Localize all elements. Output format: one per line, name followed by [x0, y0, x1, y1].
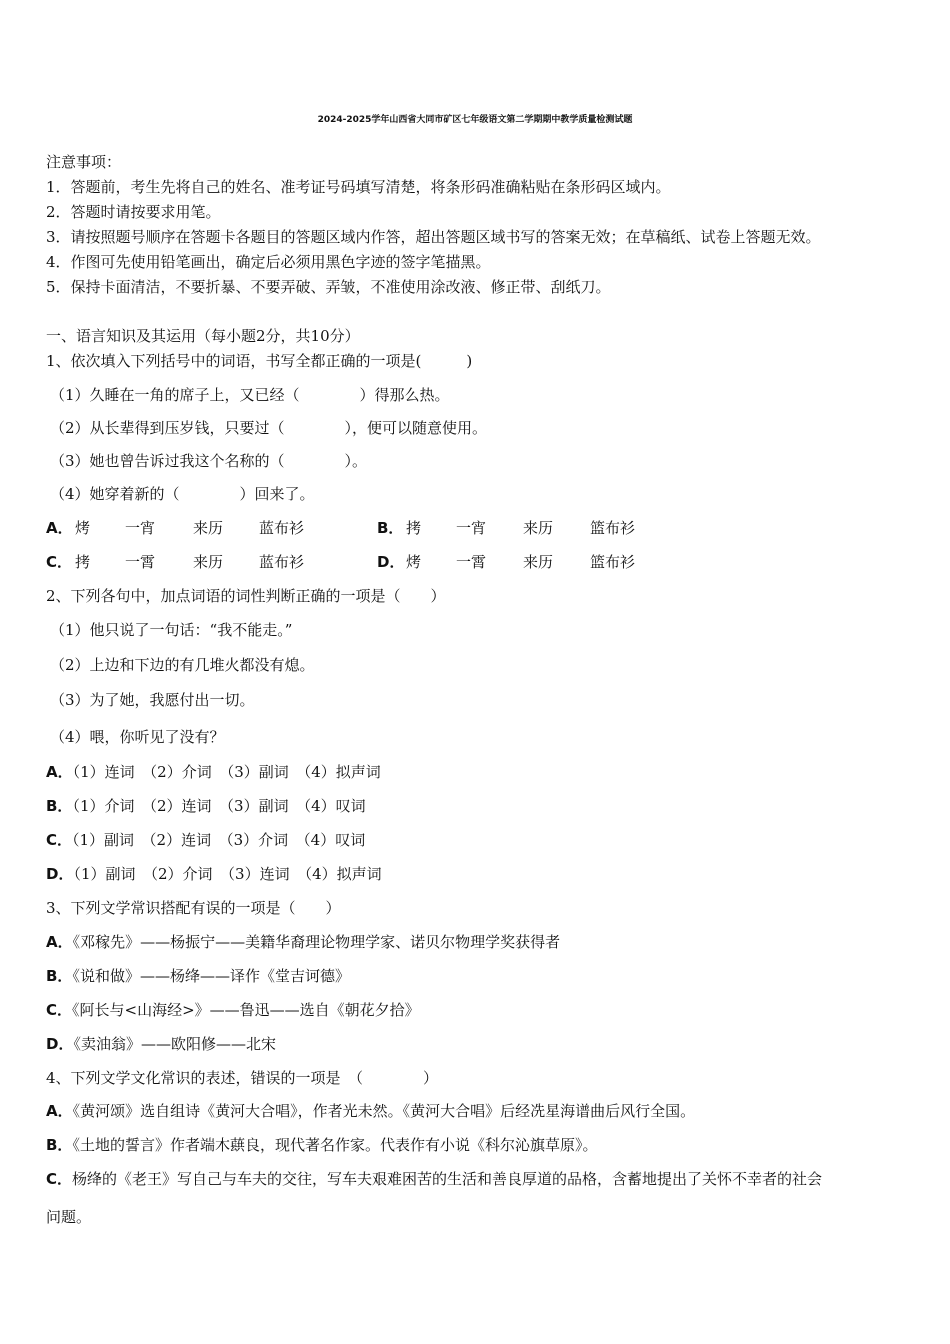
option-c[interactable]: [46, 552, 72, 572]
option-word: 烤: [406, 553, 422, 571]
option-label: B．: [46, 797, 73, 815]
question-line: （4）她穿着新的（ ）回来了。: [50, 485, 315, 503]
option-text: （1）介词 （2）连词 （3）副词 （4）叹词: [72, 797, 366, 815]
option-a[interactable]: [46, 518, 73, 538]
option-b[interactable]: [46, 966, 350, 986]
option-d[interactable]: [377, 552, 404, 572]
option-text: 《阿长与<山海经>》——鲁迅——选自《朝花夕拾》: [72, 1001, 420, 1019]
option-c[interactable]: [46, 830, 365, 850]
question-stem: 1、依次填入下列括号中的词语，书写全都正确的一项是( ): [46, 352, 473, 370]
option-label: D．: [46, 865, 74, 883]
option-word: 一宵: [125, 519, 156, 537]
option-text: 《邓稼先》——杨振宁——美籍华裔理论物理学家、诺贝尔物理学奖获得者: [72, 933, 561, 951]
option-label: D．: [377, 553, 405, 571]
option-d[interactable]: [46, 864, 382, 884]
option-label: A．: [46, 1102, 73, 1120]
notice-item: 2．答题时请按要求用笔。: [46, 203, 221, 221]
question-line: （1）久睡在一角的席子上，又已经（ ）得那么热。: [50, 386, 450, 404]
option-label: D．: [46, 1035, 74, 1053]
question-stem: 2、下列各句中，加点词语的词性判断正确的一项是（ ）: [46, 587, 446, 605]
question-line: （3）为了她，我愿付出一切。: [50, 691, 255, 709]
question-stem: 3、下列文学常识搭配有误的一项是（ ）: [46, 899, 341, 917]
section-heading: 一、语言知识及其运用（每小题2分，共10分）: [46, 327, 360, 345]
option-word: 烤: [75, 519, 91, 537]
notice-item: 5．保持卡面清洁，不要折暴、不要弄破、弄皱，不准使用涂改液、修正带、刮纸刀。: [46, 278, 611, 296]
option-text: 《卖油翁》——欧阳修——北宋: [73, 1035, 276, 1053]
option-label: A．: [46, 933, 73, 951]
notice-item: 3．请按照题号顺序在答题卡各题目的答题区域内作答，超出答题区域书写的答案无效；在草稿纸、试卷上答题无效。: [46, 228, 821, 246]
option-word: 一宵: [456, 519, 487, 537]
option-word: 来历: [193, 519, 224, 537]
option-c[interactable]: [46, 1000, 420, 1020]
option-word: 蓝布衫: [259, 519, 305, 537]
option-word: 一霄: [125, 553, 156, 571]
option-text: 杨绛的《老王》写自己与车夫的交往，写车夫艰难困苦的生活和善良厚道的品格，含蓄地提出了关怀不幸者的社会: [72, 1170, 823, 1188]
option-label: C．: [46, 1170, 73, 1188]
option-label: B．: [46, 967, 73, 985]
option-label: B．: [377, 519, 404, 537]
question-stem: 4、下列文学文化常识的表述，错误的一项是 （ ）: [46, 1069, 439, 1087]
option-word: 来历: [193, 553, 224, 571]
option-b[interactable]: [46, 796, 366, 816]
option-word: 篮布衫: [590, 519, 636, 537]
option-b[interactable]: [377, 518, 403, 538]
option-label: A．: [46, 519, 73, 537]
option-label: B．: [46, 1136, 73, 1154]
option-label: A．: [46, 763, 73, 781]
question-line: （4）喂，你听见了没有？: [50, 728, 225, 746]
option-d[interactable]: [46, 1034, 276, 1054]
question-line: （2）上边和下边的有几堆火都没有熄。: [50, 656, 315, 674]
option-a[interactable]: [46, 1101, 695, 1121]
option-a[interactable]: [46, 762, 381, 782]
option-label: C．: [46, 831, 73, 849]
option-label: C．: [46, 553, 73, 571]
option-text: （1）连词 （2）介词 （3）副词 （4）拟声词: [72, 763, 381, 781]
option-text: （1）副词 （2）介词 （3）连词 （4）拟声词: [73, 865, 382, 883]
option-b[interactable]: [46, 1135, 597, 1155]
notice-item: 4．作图可先使用铅笔画出，确定后必须用黑色字迹的签字笔描黑。: [46, 253, 491, 271]
option-text: 《黄河颂》选自组诗《黄河大合唱》，作者光未然。《黄河大合唱》后经冼星海谱曲后风行全国。: [72, 1102, 696, 1120]
question-line: （2）从长辈得到压岁钱，只要过（ ），便可以随意使用。: [50, 419, 488, 437]
notice-heading: 注意事项：: [46, 153, 122, 171]
option-word: 来历: [523, 553, 554, 571]
option-word: 来历: [523, 519, 554, 537]
page-title: 2024-2025学年山西省大同市矿区七年级语文第二学期期中教学质量检测试题: [317, 115, 633, 125]
question-line: （3）她也曾告诉过我这个名称的（ ）。: [50, 452, 368, 470]
question-line: （1）他只说了一句话：“我不能走。”: [50, 621, 293, 639]
option-word: 一霄: [456, 553, 487, 571]
notice-item: 1．答题前，考生先将自己的姓名、准考证号码填写清楚，将条形码准确粘贴在条形码区域内。: [46, 178, 671, 196]
option-c-continued: 问题。: [46, 1208, 92, 1226]
option-word: 篮布衫: [590, 553, 636, 571]
option-word: 拷: [406, 519, 422, 537]
option-text: 《说和做》——杨绛——译作《堂吉诃德》: [72, 967, 350, 985]
option-c[interactable]: [46, 1169, 822, 1189]
option-a[interactable]: [46, 932, 560, 952]
option-word: 拷: [75, 553, 91, 571]
option-label: C．: [46, 1001, 73, 1019]
option-text: 《土地的誓言》作者端木蕻良，现代著名作家。代表作有小说《科尔沁旗草原》。: [72, 1136, 598, 1154]
option-text: （1）副词 （2）连词 （3）介词 （4）叹词: [72, 831, 366, 849]
option-word: 蓝布衫: [259, 553, 305, 571]
